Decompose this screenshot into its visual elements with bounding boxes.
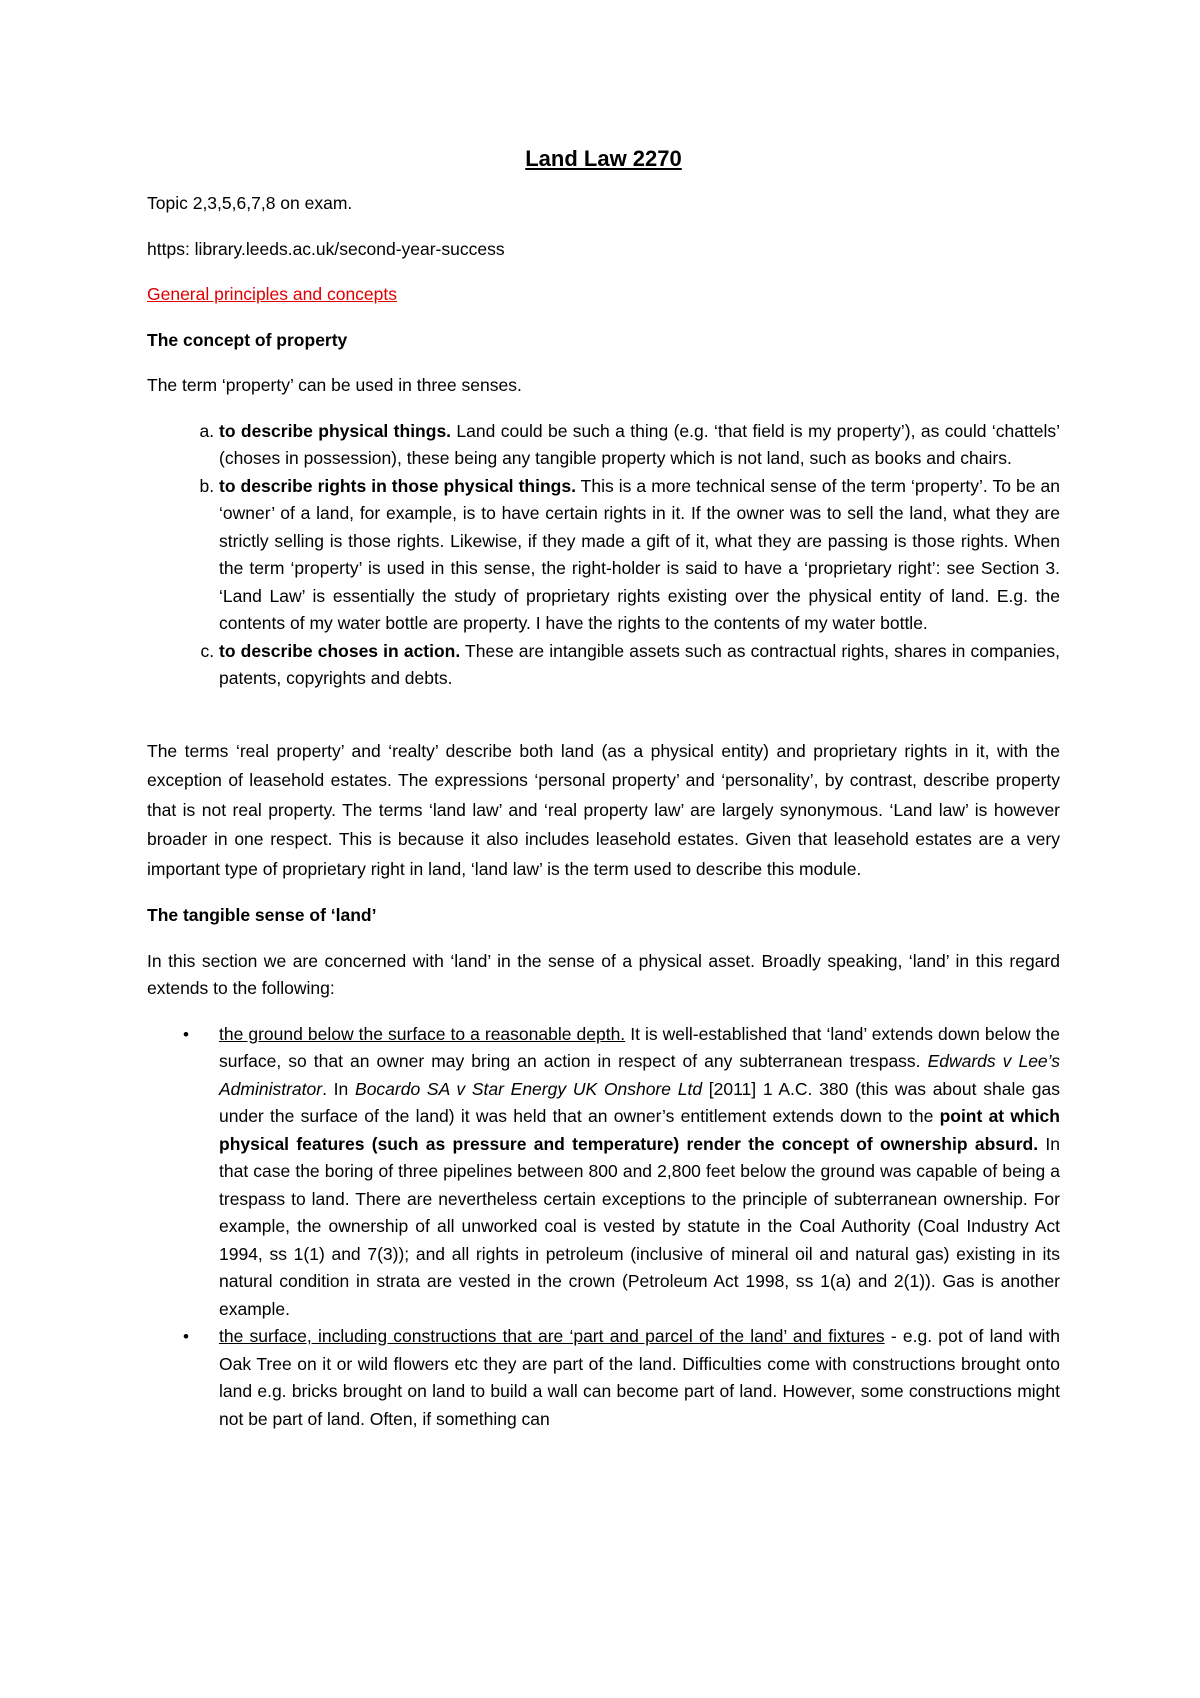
item-bold: to describe choses in action. xyxy=(219,640,461,661)
bullet-text: In that case the boring of three pipelines between 800 and 2,800 feet below the ground was capable of being a trespass to land. There are nevertheless certain exceptions to the principle of subterranean ownership. For example, the ownership of all unworked coal is vested by statute in the Coal Authority (Coal Industry Act 1994, ss 1(1) and 7(3)); and all rights in petroleum (inclusive of mineral oil and natural gas) existing in its natural condition in strata are vested in the crown (Petroleum Act 1998, ss 1(a) and 2(1)). Gas is another example. xyxy=(219,1133,1060,1319)
list-item xyxy=(183,1021,1061,1324)
bullet-icon: • xyxy=(183,1024,189,1044)
list-item xyxy=(219,638,1060,693)
document-body xyxy=(147,142,1060,1433)
senses-intro: The term ‘property’ can be used in three senses. xyxy=(147,375,522,395)
senses-list xyxy=(147,418,1060,693)
list-item xyxy=(219,473,1060,638)
section-heading: General principles and concepts xyxy=(147,284,398,304)
page-title: Land Law 2270 xyxy=(525,146,682,171)
item-bold: to describe physical things. xyxy=(219,420,452,441)
bullet-underlined: the surface, including constructions that are ‘part and parcel of the land’ and fixtures xyxy=(219,1326,885,1346)
case-name: Bocardo SA v Star Energy UK Onshore Ltd xyxy=(355,1078,703,1099)
bullet-text: . In xyxy=(322,1078,356,1099)
url-line: https: library.leeds.ac.uk/second-year-success xyxy=(147,238,505,259)
topic-line: Topic 2,3,5,6,7,8 on exam. xyxy=(147,193,353,213)
bullet-underlined: the ground below the surface to a reasonable depth. xyxy=(219,1023,626,1044)
spacer xyxy=(147,693,1060,737)
item-text: Land could be such a thing (e.g. ‘that field is my property’), as could ‘chattels’ (choses in possession), these being any tangible property which is not land, such as books and chairs. xyxy=(219,420,1060,468)
tangible-heading: The tangible sense of ‘land’ xyxy=(147,905,377,925)
item-bold: to describe rights in those physical things. xyxy=(219,475,576,496)
bullet-icon: • xyxy=(183,1327,189,1346)
bullet-bold: point at which physical features (such as pressure and temperature) render the concept of ownership absurd. xyxy=(219,1106,1060,1154)
land-extent-list xyxy=(147,1021,1060,1434)
bullet-text: [2011] 1 A.C. 380 (this was about shale gas under the surface of the land) it was held that an owner’s entitlement extends down to the xyxy=(219,1078,1061,1126)
list-item xyxy=(219,418,1060,473)
item-text: These are intangible assets such as contractual rights, shares in companies, patents, copyrights and debts. xyxy=(219,640,1060,688)
item-text: This is a more technical sense of the term ‘property’. To be an ‘owner’ of a land, for example, is to have certain rights in it. If the owner was to sell the land, what they are strictly selling is those rights. Likewise, if they made a gift of it, what they are passing is those rights. When the term ‘property’ is used in this sense, the right-holder is said to have a ‘proprietary right’: see Section 3. ‘Land Law’ is essentially the study of proprietary rights existing over the physical entity of land. E.g. the contents of my water bottle are property. I have the rights to the contents of my water bottle. xyxy=(219,475,1060,633)
list-item xyxy=(183,1323,1061,1433)
bullet-text: It is well-established that ‘land’ extends down below the surface, so that an owner may bring an action in respect of any subterranean trespass. xyxy=(219,1023,1060,1071)
concept-heading: The concept of property xyxy=(147,329,348,350)
bullet-text: - e.g. pot of land with Oak Tree on it or wild flowers etc they are part of the land. Difficulties come with constructions brought onto land e.g. bricks brought on land to build a wall can become part of land. However, some constructions might not be part of land. Often, if something can xyxy=(219,1326,1061,1429)
real-property-paragraph: The terms ‘real property’ and ‘realty’ describe both land (as a physical entity) and proprietary rights in it, with the exception of leasehold estates. The expressions ‘personal property’ and ‘personality’, by contrast, describe property that is not real property. The terms ‘land law’ and ‘real property law’ are largely synonymous. ‘Land law’ is however broader in one respect. This is because it also includes leasehold estates. Given that leasehold estates are a very important type of proprietary right in land, ‘land law’ is the term used to describe this module. xyxy=(147,740,1060,879)
case-name: Edwards v Lee’s Administrator xyxy=(219,1051,1060,1099)
tangible-intro: In this section we are concerned with ‘land’ in the sense of a physical asset. Broadly speaking, ‘land’ in this regard extends to the following: xyxy=(147,950,1060,998)
